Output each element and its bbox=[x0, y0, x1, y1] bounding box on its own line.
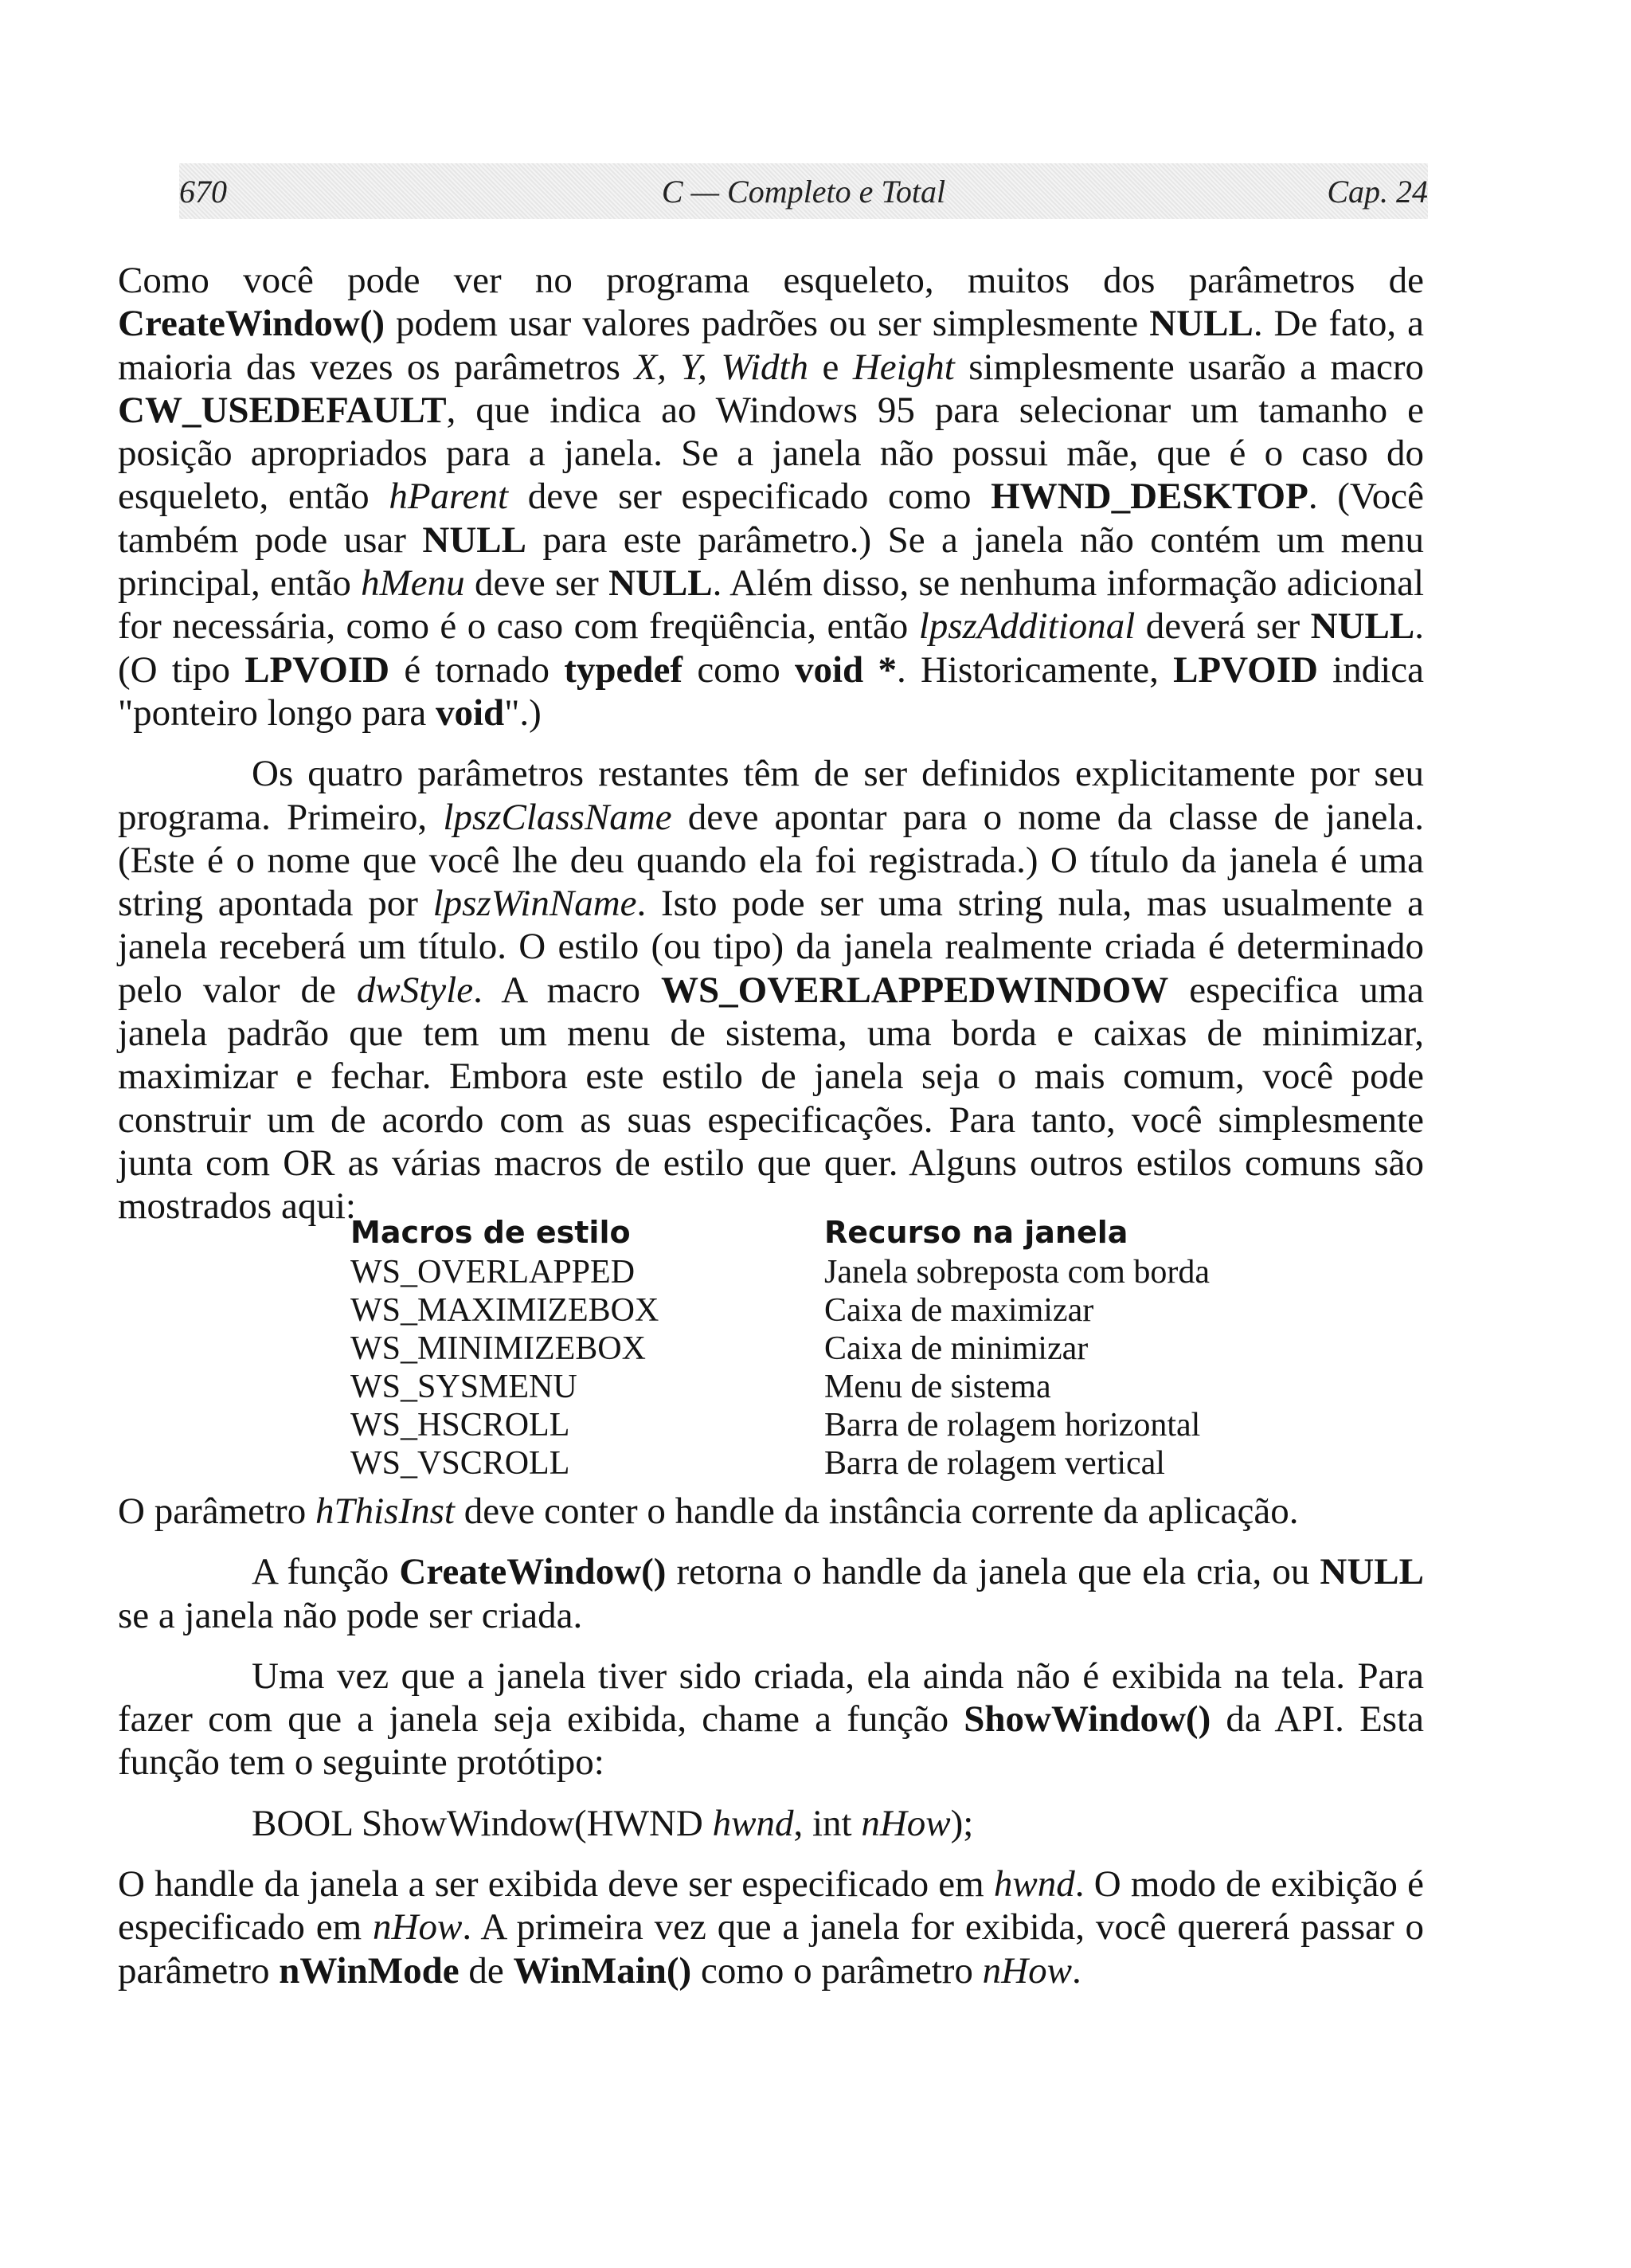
code-term: void bbox=[436, 691, 505, 734]
table-row bbox=[350, 1406, 1210, 1444]
code-term: nWinMode bbox=[279, 1949, 460, 1992]
style-macros-table bbox=[350, 1212, 1210, 1483]
text: é tornado bbox=[389, 648, 565, 691]
feature-cell: Janela sobreposta com borda bbox=[824, 1254, 1211, 1291]
param-name: lpszAdditional bbox=[918, 605, 1136, 648]
table-row bbox=[350, 1444, 1210, 1483]
macro-cell: WS_HSCROLL bbox=[350, 1407, 570, 1443]
text: . De fato, a maioria das vezes os parâmetros bbox=[118, 303, 1424, 388]
param-name: hMenu bbox=[361, 562, 465, 605]
param-name: lpszClassName bbox=[443, 796, 672, 838]
feature-cell: Barra de rolagem vertical bbox=[824, 1445, 1165, 1482]
macro-cell: WS_MINIMIZEBOX bbox=[350, 1330, 646, 1367]
text: Os quatro parâmetros restantes têm de ser definidos explicitamente por seu programa. Primeiro, bbox=[118, 753, 1424, 838]
param-name: lpszWinName bbox=[432, 883, 637, 925]
feature-cell: Caixa de maximizar bbox=[824, 1292, 1094, 1329]
text: , int bbox=[793, 1802, 862, 1844]
param-name: hwnd bbox=[712, 1802, 794, 1844]
text: Uma vez que a janela tiver sido criada, ela ainda não é exibida na tela. Para fazer com que a janela seja exibida, chame a função bbox=[118, 1655, 1424, 1741]
param-name: nHow bbox=[982, 1949, 1072, 1992]
paragraph-5 bbox=[118, 1655, 1424, 1784]
table-row bbox=[350, 1291, 1210, 1330]
text: BOOL ShowWindow(HWND bbox=[252, 1802, 713, 1844]
code-term: NULL bbox=[608, 562, 713, 605]
text: deve ser especificado como bbox=[508, 476, 992, 518]
text: . Isto pode ser uma string nula, mas usualmente a janela receberá um título. O estilo (ou tipo) da janela realmente criada é determinado pelo valor de bbox=[118, 883, 1424, 1011]
text: Como você pode ver no programa esqueleto, muitos dos parâmetros de bbox=[118, 260, 1424, 301]
paragraph-2 bbox=[118, 752, 1424, 1228]
paragraph-1 bbox=[118, 259, 1424, 734]
text: deverá ser bbox=[1135, 605, 1311, 648]
text: podem usar valores padrões ou ser simplesmente bbox=[385, 303, 1150, 345]
paragraph-4 bbox=[118, 1550, 1424, 1637]
text: . (O tipo bbox=[118, 605, 1424, 691]
code-term: NULL bbox=[1310, 605, 1415, 648]
param-name: hThisInst bbox=[315, 1490, 455, 1532]
code-term: HWND_DESKTOP bbox=[991, 476, 1308, 518]
page-number: 670 bbox=[179, 174, 227, 210]
paragraph-6 bbox=[118, 1863, 1424, 1992]
text: como bbox=[683, 648, 795, 691]
text: . Além disso, se nenhuma informação adicional for necessária, como é o caso com freqüência, então bbox=[118, 562, 1425, 648]
code-term: void * bbox=[795, 648, 897, 691]
running-title: C — Completo e Total bbox=[661, 174, 946, 210]
text: para este parâmetro.) Se a janela não contém um menu principal, então bbox=[118, 519, 1424, 605]
text: . A macro bbox=[473, 969, 662, 1011]
macro-cell: WS_OVERLAPPED bbox=[350, 1254, 636, 1291]
param-name: nHow bbox=[861, 1802, 951, 1844]
table-row bbox=[350, 1330, 1210, 1368]
text: indica "ponteiro longo para bbox=[118, 648, 1425, 734]
param-name: hParent bbox=[389, 476, 509, 518]
running-header bbox=[179, 163, 1428, 219]
text: O parâmetro bbox=[118, 1490, 315, 1532]
text: da API. Esta função tem o seguinte protótipo: bbox=[118, 1698, 1424, 1784]
param-name: dwStyle bbox=[356, 969, 474, 1011]
text: , que indica ao Windows 95 para selecionar um tamanho e posição apropriados para a janela. Se a janela não possui mãe, que é o caso do esqueleto, então bbox=[118, 389, 1424, 518]
body-text-bottom bbox=[118, 1490, 1424, 2010]
macro-cell: WS_SYSMENU bbox=[350, 1369, 577, 1405]
param-name: hwnd bbox=[993, 1863, 1075, 1906]
code-term: NULL bbox=[1320, 1551, 1424, 1593]
text: deve apontar para o nome da classe de janela. (Este é o nome que você lhe deu quando ela foi registrada.) O título da janela é uma string apontada por bbox=[118, 796, 1425, 925]
body-text-top bbox=[118, 259, 1424, 1246]
text: de bbox=[459, 1949, 514, 1992]
text: retorna o handle da janela que ela cria, ou bbox=[666, 1551, 1320, 1593]
macro-cell: WS_VSCROLL bbox=[350, 1445, 570, 1482]
feature-cell: Menu de sistema bbox=[824, 1369, 1051, 1405]
code-term: CreateWindow() bbox=[118, 303, 385, 345]
code-term: CW_USEDEFAULT bbox=[118, 389, 447, 431]
text: A função bbox=[252, 1551, 400, 1593]
text: se a janela não pode ser criada. bbox=[118, 1594, 583, 1636]
param-name: Height bbox=[852, 346, 955, 388]
function-prototype bbox=[118, 1802, 1424, 1845]
text: . A primeira vez que a janela for exibida, você quererá passar o parâmetro bbox=[118, 1906, 1424, 1992]
text: como o parâmetro bbox=[691, 1949, 983, 1992]
code-term: CreateWindow() bbox=[399, 1551, 667, 1593]
text: e bbox=[808, 346, 853, 388]
macro-cell: WS_MAXIMIZEBOX bbox=[350, 1292, 659, 1329]
table-row bbox=[350, 1253, 1210, 1291]
code-term: WS_OVERLAPPEDWINDOW bbox=[661, 969, 1169, 1011]
code-term: WinMain() bbox=[513, 1949, 692, 1992]
text: especifica uma janela padrão que tem um menu de sistema, uma borda e caixas de minimizar, maximizar e fechar. Embora este estilo de janela seja o mais comum, você pode construir um de acordo com as suas especificações. Para tanto, você simplesmente junta com OR as várias macros de estilo que quer. Alguns outros estilos comuns são mostrados aqui: bbox=[118, 969, 1424, 1228]
table-header-row bbox=[350, 1212, 1210, 1253]
table-header-macros: Macros de estilo bbox=[350, 1215, 631, 1250]
table-row bbox=[350, 1368, 1210, 1406]
chapter-label: Cap. 24 bbox=[1327, 174, 1428, 210]
text: deve ser bbox=[464, 562, 609, 605]
code-term: NULL bbox=[422, 519, 526, 561]
code-term: LPVOID bbox=[244, 648, 390, 691]
code-term: NULL bbox=[1149, 303, 1254, 345]
text: ); bbox=[950, 1802, 974, 1844]
text: . bbox=[1071, 1949, 1081, 1992]
text: deve conter o handle da instância corrente da aplicação. bbox=[454, 1490, 1299, 1532]
param-name: X, Y, Width bbox=[634, 346, 809, 388]
code-term: typedef bbox=[564, 648, 683, 691]
text: simplesmente usarão a macro bbox=[954, 346, 1424, 388]
text: O handle da janela a ser exibida deve ser especificado em bbox=[118, 1863, 994, 1906]
text: . O modo de exibição é especificado em bbox=[118, 1863, 1425, 1949]
code-term: LPVOID bbox=[1173, 648, 1318, 691]
text: ".) bbox=[504, 691, 542, 734]
table-header-feature: Recurso na janela bbox=[824, 1215, 1128, 1250]
text: . (Você também pode usar bbox=[118, 476, 1424, 561]
param-name: nHow bbox=[373, 1906, 463, 1949]
paragraph-3 bbox=[118, 1490, 1424, 1533]
text: . Historicamente, bbox=[896, 648, 1174, 691]
feature-cell: Caixa de minimizar bbox=[824, 1330, 1089, 1367]
feature-cell: Barra de rolagem horizontal bbox=[824, 1407, 1201, 1443]
code-term: ShowWindow() bbox=[964, 1698, 1211, 1741]
